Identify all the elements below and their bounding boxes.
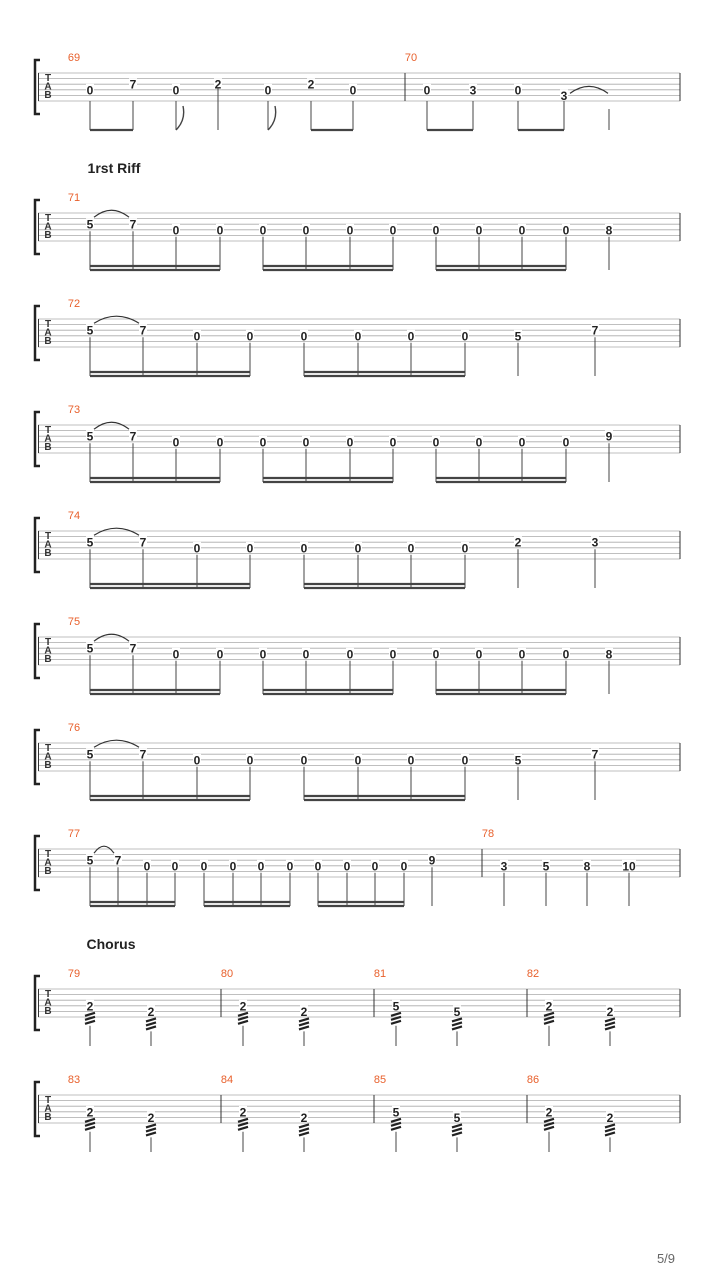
tab-clef-letter: T xyxy=(44,213,52,224)
tie-arc xyxy=(94,740,139,747)
fret-number: 7 xyxy=(129,641,137,656)
section-title: 1rst Riff xyxy=(87,160,141,176)
rhythm-slash xyxy=(452,1026,462,1029)
rhythm-slash xyxy=(146,1128,156,1131)
fret-number: 0 xyxy=(400,859,408,874)
system-79 xyxy=(35,968,680,1046)
section-title: Chorus xyxy=(86,936,136,952)
tab-clef-letter: B xyxy=(44,336,52,347)
system-bracket xyxy=(35,412,40,466)
rhythm-slash xyxy=(605,1128,615,1131)
fret-number: 7 xyxy=(139,323,147,338)
bar-number: 78 xyxy=(481,828,495,840)
rhythm-slash xyxy=(299,1026,309,1029)
tie-arc xyxy=(94,210,129,217)
fret-number: 7 xyxy=(114,853,122,868)
system-bracket xyxy=(35,1082,40,1136)
tab-clef-letter: A xyxy=(44,751,52,763)
bar-number: 85 xyxy=(373,1074,387,1086)
system-bracket xyxy=(35,518,40,572)
bar-number: 79 xyxy=(67,968,81,980)
fret-number: 5 xyxy=(514,329,522,344)
bar-number: 82 xyxy=(526,968,540,980)
rhythm-slash xyxy=(146,1026,156,1029)
system-bracket xyxy=(35,306,40,360)
fret-number: 2 xyxy=(606,1004,614,1019)
rhythm-slash xyxy=(85,1127,95,1130)
tab-clef-letter: B xyxy=(44,548,52,559)
system-bracket xyxy=(35,60,40,114)
fret-number: 0 xyxy=(300,753,308,768)
bar-number: 77 xyxy=(67,828,81,840)
fret-number: 0 xyxy=(461,329,469,344)
rhythm-slash xyxy=(544,1021,554,1024)
fret-number: 2 xyxy=(606,1110,614,1125)
fret-number: 5 xyxy=(453,1004,461,1019)
fret-number: 5 xyxy=(86,853,94,868)
fret-number: 0 xyxy=(407,753,415,768)
fret-number: 0 xyxy=(389,435,397,450)
rhythm-slash xyxy=(299,1132,309,1135)
rhythm-slash xyxy=(85,1021,95,1024)
system-bracket xyxy=(35,200,40,254)
fret-number: 0 xyxy=(216,647,224,662)
fret-number: 8 xyxy=(605,223,613,238)
fret-number: 7 xyxy=(591,747,599,762)
fret-number: 5 xyxy=(514,753,522,768)
fret-number: 0 xyxy=(172,647,180,662)
rhythm-slash xyxy=(299,1022,309,1025)
tab-clef-letter: T xyxy=(44,425,52,436)
tie-arc xyxy=(94,634,129,641)
tab-clef-letter: A xyxy=(44,327,52,339)
tab-clef-letter: A xyxy=(44,1103,52,1115)
tab-clef-letter: B xyxy=(44,230,52,241)
tab-clef-letter: T xyxy=(44,1095,52,1106)
fret-number: 0 xyxy=(461,541,469,556)
tab-clef-letter: A xyxy=(44,857,52,869)
fret-number: 0 xyxy=(302,647,310,662)
fret-number: 2 xyxy=(545,1105,553,1120)
fret-number: 0 xyxy=(286,859,294,874)
bar-number: 72 xyxy=(67,298,81,310)
rhythm-slash xyxy=(146,1132,156,1135)
fret-number: 5 xyxy=(86,535,94,550)
fret-number: 3 xyxy=(500,859,508,874)
bar-number: 81 xyxy=(373,968,387,980)
fret-number: 0 xyxy=(346,647,354,662)
fret-number: 2 xyxy=(300,1110,308,1125)
tab-clef-letter: T xyxy=(44,319,52,330)
fret-number: 8 xyxy=(605,647,613,662)
fret-number: 0 xyxy=(475,647,483,662)
fret-number: 0 xyxy=(423,83,431,98)
rhythm-slash xyxy=(238,1127,248,1130)
tab-clef-letter: A xyxy=(44,221,52,233)
tab-clef-letter: T xyxy=(44,73,52,84)
rhythm-slash xyxy=(452,1128,462,1131)
fret-number: 0 xyxy=(264,83,272,98)
tab-clef-letter: B xyxy=(44,442,52,453)
tab-clef-letter: B xyxy=(44,760,52,771)
fret-number: 9 xyxy=(605,429,613,444)
fret-number: 0 xyxy=(246,541,254,556)
fret-number: 5 xyxy=(86,641,94,656)
system-76 xyxy=(35,722,680,800)
system-72 xyxy=(35,298,680,376)
fret-number: 0 xyxy=(193,541,201,556)
rhythm-slash xyxy=(146,1022,156,1025)
fret-number: 0 xyxy=(407,329,415,344)
fret-number: 0 xyxy=(302,223,310,238)
fret-number: 7 xyxy=(129,429,137,444)
fret-number: 0 xyxy=(518,435,526,450)
system-83 xyxy=(35,1074,680,1152)
system-bracket xyxy=(35,730,40,784)
fret-number: 0 xyxy=(200,859,208,874)
fret-number: 3 xyxy=(469,83,477,98)
fret-number: 0 xyxy=(259,435,267,450)
tab-clef-letter: T xyxy=(44,849,52,860)
system-77 xyxy=(35,828,680,906)
fret-number: 0 xyxy=(216,223,224,238)
bar-number: 70 xyxy=(404,52,418,64)
fret-number: 5 xyxy=(86,323,94,338)
rhythm-slash xyxy=(605,1026,615,1029)
rhythm-slash xyxy=(238,1021,248,1024)
system-69 xyxy=(35,52,680,130)
fret-number: 0 xyxy=(371,859,379,874)
fret-number: 10 xyxy=(622,859,636,874)
fret-number: 0 xyxy=(314,859,322,874)
fret-number: 0 xyxy=(193,753,201,768)
tab-clef-letter: T xyxy=(44,531,52,542)
fret-number: 0 xyxy=(407,541,415,556)
fret-number: 7 xyxy=(591,323,599,338)
bar-number: 80 xyxy=(220,968,234,980)
system-74 xyxy=(35,510,680,588)
fret-number: 2 xyxy=(239,999,247,1014)
tab-clef-letter: T xyxy=(44,989,52,1000)
tab-clef-letter: B xyxy=(44,1006,52,1017)
tab-clef-letter: T xyxy=(44,743,52,754)
fret-number: 5 xyxy=(453,1110,461,1125)
tab-clef-letter: B xyxy=(44,866,52,877)
fret-number: 0 xyxy=(259,223,267,238)
bar-number: 75 xyxy=(67,616,81,628)
fret-number: 0 xyxy=(346,435,354,450)
rhythm-slash xyxy=(452,1022,462,1025)
fret-number: 0 xyxy=(302,435,310,450)
tie-arc xyxy=(94,846,114,853)
system-73 xyxy=(35,404,680,482)
bar-number: 76 xyxy=(67,722,81,734)
bar-number: 83 xyxy=(67,1074,81,1086)
rhythm-slash xyxy=(605,1022,615,1025)
fret-number: 0 xyxy=(354,329,362,344)
tie-arc xyxy=(94,316,139,323)
fret-number: 0 xyxy=(389,223,397,238)
tab-clef-letter: A xyxy=(44,645,52,657)
bar-number: 73 xyxy=(67,404,81,416)
bar-number: 71 xyxy=(67,192,81,204)
fret-number: 0 xyxy=(518,223,526,238)
fret-number: 9 xyxy=(428,853,436,868)
tab-clef-letter: A xyxy=(44,81,52,93)
fret-number: 0 xyxy=(216,435,224,450)
fret-number: 5 xyxy=(86,429,94,444)
note-flag xyxy=(176,106,184,130)
fret-number: 2 xyxy=(514,535,522,550)
fret-number: 2 xyxy=(214,77,222,92)
fret-number: 7 xyxy=(139,747,147,762)
system-bracket xyxy=(35,836,40,890)
fret-number: 0 xyxy=(257,859,265,874)
fret-number: 0 xyxy=(86,83,94,98)
fret-number: 2 xyxy=(86,999,94,1014)
fret-number: 0 xyxy=(259,647,267,662)
system-bracket xyxy=(35,976,40,1030)
fret-number: 0 xyxy=(389,647,397,662)
fret-number: 0 xyxy=(562,223,570,238)
system-71 xyxy=(35,192,680,270)
rhythm-slash xyxy=(544,1127,554,1130)
rhythm-slash xyxy=(605,1132,615,1135)
fret-number: 0 xyxy=(432,223,440,238)
fret-number: 2 xyxy=(300,1004,308,1019)
fret-number: 5 xyxy=(392,999,400,1014)
fret-number: 0 xyxy=(475,435,483,450)
fret-number: 0 xyxy=(172,223,180,238)
fret-number: 3 xyxy=(591,535,599,550)
fret-number: 0 xyxy=(475,223,483,238)
fret-number: 5 xyxy=(542,859,550,874)
fret-number: 8 xyxy=(583,859,591,874)
fret-number: 0 xyxy=(514,83,522,98)
bar-number: 74 xyxy=(67,510,81,522)
fret-number: 2 xyxy=(239,1105,247,1120)
fret-number: 0 xyxy=(562,647,570,662)
system-bracket xyxy=(35,624,40,678)
fret-number: 5 xyxy=(86,217,94,232)
tab-clef-letter: T xyxy=(44,637,52,648)
fret-number: 0 xyxy=(143,859,151,874)
tie-arc xyxy=(94,422,129,429)
rhythm-slash xyxy=(299,1128,309,1131)
fret-number: 0 xyxy=(461,753,469,768)
fret-number: 0 xyxy=(562,435,570,450)
fret-number: 2 xyxy=(147,1110,155,1125)
fret-number: 0 xyxy=(172,435,180,450)
fret-number: 3 xyxy=(560,88,568,103)
fret-number: 2 xyxy=(307,77,315,92)
tab-clef-letter: A xyxy=(44,433,52,445)
fret-number: 0 xyxy=(432,435,440,450)
bar-number: 69 xyxy=(67,52,81,64)
tab-clef-letter: B xyxy=(44,1112,52,1123)
fret-number: 0 xyxy=(354,753,362,768)
fret-number: 0 xyxy=(171,859,179,874)
fret-number: 0 xyxy=(246,329,254,344)
fret-number: 2 xyxy=(147,1004,155,1019)
fret-number: 0 xyxy=(300,329,308,344)
fret-number: 5 xyxy=(392,1105,400,1120)
fret-number: 0 xyxy=(349,83,357,98)
tab-clef-letter: A xyxy=(44,539,52,551)
fret-number: 0 xyxy=(354,541,362,556)
fret-number: 0 xyxy=(518,647,526,662)
system-75 xyxy=(35,616,680,694)
tie-arc xyxy=(94,528,139,535)
fret-number: 0 xyxy=(432,647,440,662)
fret-number: 0 xyxy=(300,541,308,556)
fret-number: 0 xyxy=(172,83,180,98)
fret-number: 7 xyxy=(139,535,147,550)
rhythm-slash xyxy=(452,1132,462,1135)
fret-number: 2 xyxy=(545,999,553,1014)
note-flag xyxy=(268,106,276,130)
fret-number: 7 xyxy=(129,77,137,92)
fret-number: 0 xyxy=(246,753,254,768)
bar-number: 84 xyxy=(220,1074,234,1086)
fret-number: 0 xyxy=(193,329,201,344)
bar-number: 86 xyxy=(526,1074,540,1086)
fret-number: 0 xyxy=(346,223,354,238)
fret-number: 0 xyxy=(229,859,237,874)
fret-number: 0 xyxy=(343,859,351,874)
fret-number: 2 xyxy=(86,1105,94,1120)
fret-number: 7 xyxy=(129,217,137,232)
rhythm-slash xyxy=(391,1021,401,1024)
tab-clef-letter: A xyxy=(44,997,52,1009)
tab-clef-letter: B xyxy=(44,90,52,101)
tab-clef-letter: B xyxy=(44,654,52,665)
fret-number: 5 xyxy=(86,747,94,762)
page-number: 5/9 xyxy=(656,1251,676,1266)
rhythm-slash xyxy=(391,1127,401,1130)
